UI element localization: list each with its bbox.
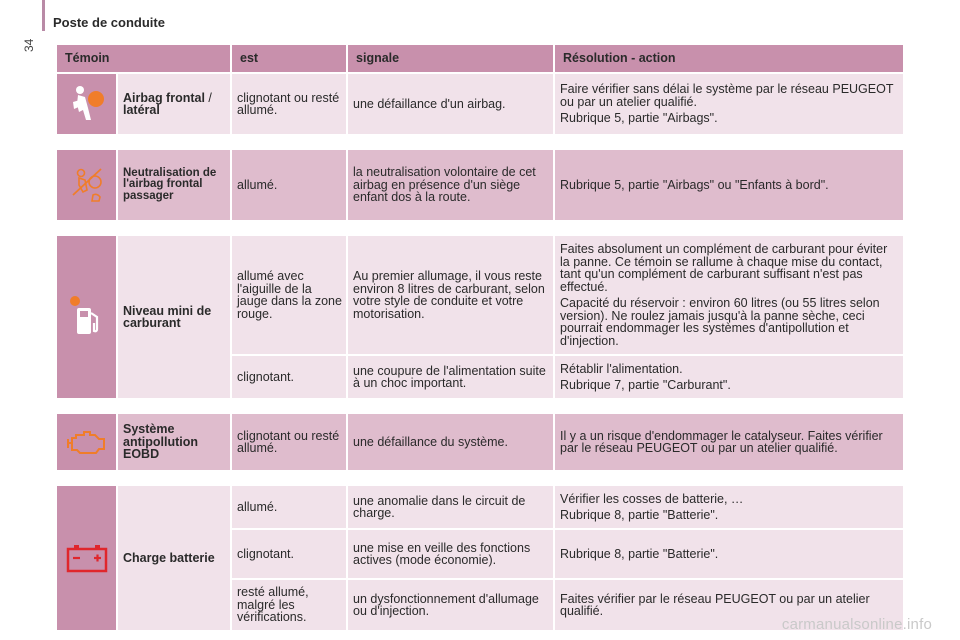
table-row (57, 413, 903, 471)
warning-name: Système antipollution EOBD (117, 413, 231, 471)
cell-est: clignotant. (231, 529, 347, 579)
resolution-line: Rétablir l'alimentation. (560, 361, 683, 376)
fuel-pump-icon (67, 295, 107, 339)
cell-est: allumé avec l'aiguille de la jauge dans la zone rouge. (231, 235, 347, 355)
airbag-off-icon (69, 165, 105, 205)
resolution-line: Faites vérifier par le réseau PEUGEOT ou par un atelier qualifié. (560, 591, 870, 618)
cell-est: allumé. (231, 485, 347, 529)
warning-name: Charge batterie (117, 485, 231, 631)
cell-est: clignotant. (231, 355, 347, 399)
resolution-line: Il y a un risque d'endommager le catalyseur. Faites vérifier par le réseau PEUGEOT ou par un atelier qualifié. (560, 428, 883, 455)
fuel-icon-cell (57, 235, 117, 399)
cell-resolution (554, 413, 903, 471)
cell-resolution (554, 529, 903, 579)
column-header-est: est (231, 45, 347, 73)
watermark: carmanualsonline.info (781, 616, 932, 633)
airbag-off-icon-cell (57, 149, 117, 221)
cell-est: allumé. (231, 149, 347, 221)
battery-icon-cell (57, 485, 117, 631)
resolution-line: Rubrique 8, partie "Batterie". (560, 508, 719, 522)
resolution-line: Rubrique 8, partie "Batterie". (560, 546, 719, 561)
engine-icon-cell (57, 413, 117, 471)
table-header-row (57, 45, 903, 73)
resolution-line: Faire vérifier sans délai le système par le réseau PEUGEOT ou par un atelier qualifié. (560, 82, 894, 109)
resolution-line: Rubrique 5, partie "Airbags". (560, 111, 718, 126)
name-part-2: latéral (123, 103, 160, 117)
column-header-resolution: Résolution - action (554, 45, 903, 73)
section-title: Poste de conduite (53, 15, 165, 30)
cell-est: resté allumé, malgré les vérifications. (231, 579, 347, 631)
cell-signale: une défaillance d'un airbag. (347, 73, 554, 135)
airbag-icon-cell (57, 73, 117, 135)
page-number: 34 (22, 38, 36, 52)
column-header-signale: signale (347, 45, 554, 73)
battery-icon (66, 543, 108, 573)
table-row (57, 485, 903, 529)
cell-signale: la neutralisation volontaire de cet airbag en présence d'un siège enfant dos à la route. (347, 149, 554, 221)
cell-signale: une mise en veille des fonctions actives (mode économie). (347, 529, 554, 579)
airbag-icon (69, 84, 105, 124)
warning-name: Neutralisation de l'airbag frontal passager (117, 149, 231, 221)
resolution-line: Rubrique 5, partie "Airbags" ou "Enfants à bord". (560, 177, 829, 192)
resolution-line: Capacité du réservoir : environ 60 litres (ou 55 litres selon version). Ne roulez jamais jusqu'à la panne sèche, ceci pourrait endommager les systèmes d'antipollution et d'injection. (560, 296, 880, 348)
cell-signale: une défaillance du système. (347, 413, 554, 471)
cell-est: clignotant ou resté allumé. (231, 413, 347, 471)
warning-name: Niveau mini de carburant (117, 235, 231, 399)
cell-resolution (554, 149, 903, 221)
name-separator: / (204, 90, 212, 105)
resolution-line: Rubrique 7, partie "Carburant". (560, 378, 731, 392)
cell-resolution (554, 235, 903, 355)
cell-resolution (554, 485, 903, 529)
resolution-line: Vérifier les cosses de batterie, … (560, 491, 744, 506)
column-header-temoin: Témoin (57, 45, 231, 73)
warning-lights-table (57, 45, 903, 632)
cell-signale: une coupure de l'alimentation suite à un choc important. (347, 355, 554, 399)
cell-signale: un dysfonctionnement d'allumage ou d'injection. (347, 579, 554, 631)
resolution-line: Faites absolument un complément de carburant pour éviter la panne. Ce témoin se rallume à chaque mise du contact, tant qu'un complément de carburant suffisant n'est pas effectué. (560, 242, 888, 294)
table-row (57, 73, 903, 135)
table-row (57, 235, 903, 355)
cell-signale: une anomalie dans le circuit de charge. (347, 485, 554, 529)
margin-bar (42, 0, 45, 31)
warning-name (117, 73, 231, 135)
name-part-1: Airbag frontal (123, 90, 205, 105)
cell-signale: Au premier allumage, il vous reste environ 8 litres de carburant, selon votre style de conduite et votre motorisation. (347, 235, 554, 355)
engine-icon (66, 426, 108, 458)
cell-est: clignotant ou resté allumé. (231, 73, 347, 135)
cell-resolution (554, 355, 903, 399)
table-row (57, 149, 903, 221)
cell-resolution (554, 73, 903, 135)
